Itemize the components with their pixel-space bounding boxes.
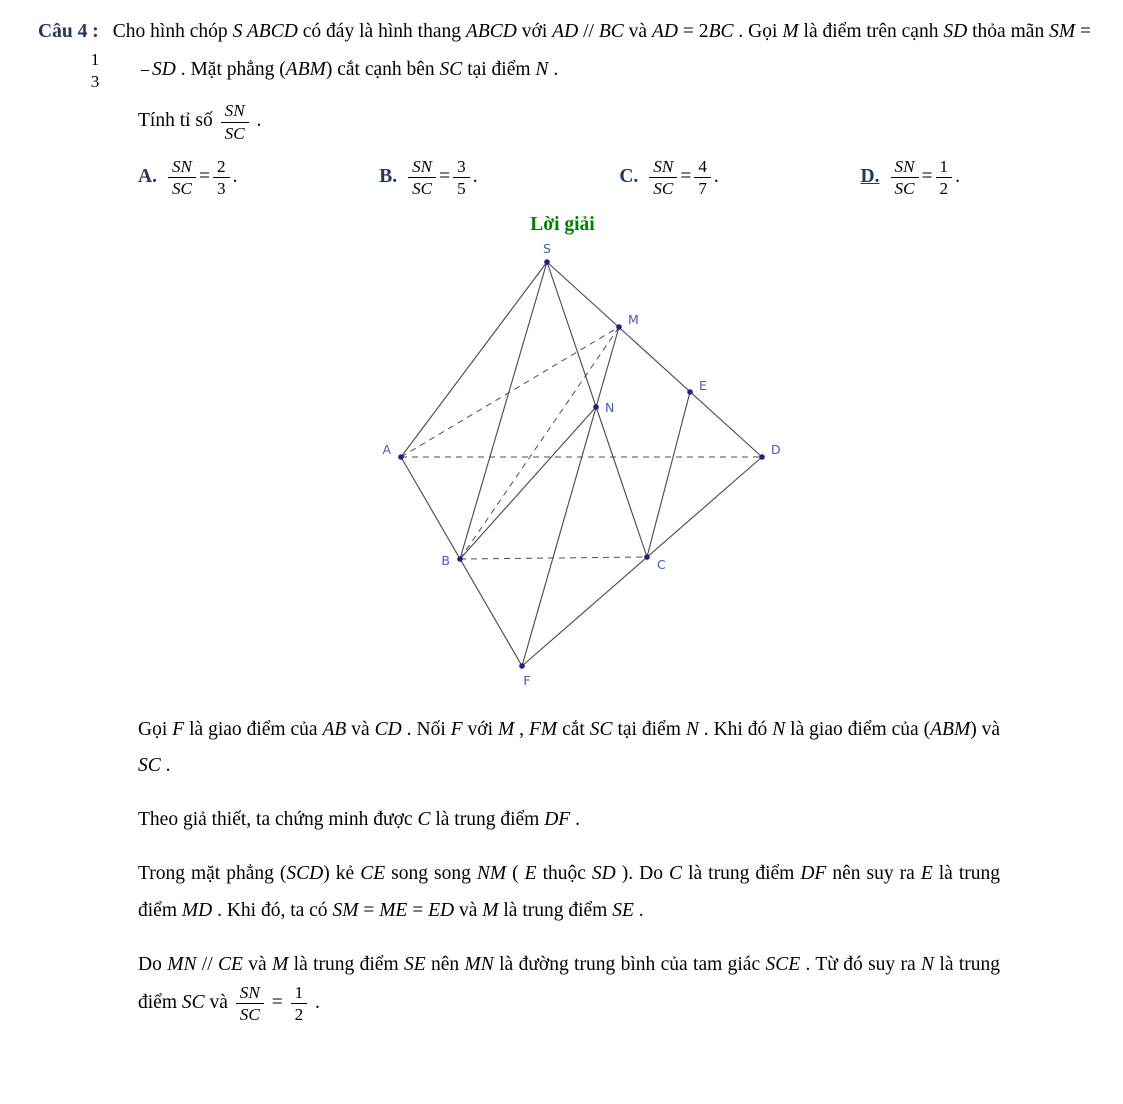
question-ratio-line: Tính tỉ số $\frac{SN}{SC}$ . <box>138 101 262 143</box>
edge-SB <box>460 262 547 559</box>
option-d-value: $\frac{1}{2}$ <box>936 157 953 198</box>
edge-SA <box>401 262 547 457</box>
solution-paragraph-1: Gọi F là giao điểm của AB và CD . Nối F với M , FM cắt SC tại điểm N . Khi đó N là giao điểm của (ABM) và SC . <box>138 719 1001 777</box>
answer-option-c: C. $\frac{SN}{SC}$ = $\frac{4}{7}$ . <box>619 156 719 199</box>
line-DCF <box>522 457 762 666</box>
option-d-ratio: $\frac{SN}{SC}$ <box>891 157 919 198</box>
point-E <box>687 389 693 395</box>
option-b-ratio: $\frac{SN}{SC}$ <box>408 157 436 198</box>
answer-option-d-correct: D. $\frac{SN}{SC}$ = $\frac{1}{2}$ . <box>860 156 960 199</box>
question-paragraph <box>38 14 1092 92</box>
segment-CE <box>647 392 690 557</box>
point-C <box>644 554 650 560</box>
label-F: F <box>522 673 531 689</box>
solution-header: Lời giải <box>530 214 595 236</box>
solution-paragraph-2: Theo giả thiết, ta chứng minh được C là trung điểm DF . <box>138 809 580 831</box>
point-S <box>544 259 550 265</box>
option-c-ratio: $\frac{SN}{SC}$ <box>649 157 677 198</box>
option-a-value: $\frac{2}{3}$ <box>213 157 230 198</box>
edge-SD <box>547 262 762 457</box>
pyramid-figure <box>20 242 1105 694</box>
point-D <box>759 454 765 460</box>
equals-sign: = <box>199 166 210 188</box>
point-N <box>593 404 599 410</box>
equals-sign: = <box>439 166 451 188</box>
option-b-value: $\frac{3}{5}$ <box>453 157 470 198</box>
label-C: C <box>656 557 666 573</box>
point-A <box>398 454 404 460</box>
label-A: A <box>381 442 391 458</box>
line-ABF <box>401 457 522 666</box>
answer-options <box>138 157 960 198</box>
option-a-label: A. <box>138 166 157 188</box>
option-b-label: B. <box>379 166 398 188</box>
label-B: B <box>440 553 450 569</box>
option-d-label: D. <box>860 166 880 188</box>
question-number: Câu 4 : <box>38 21 99 42</box>
point-F <box>519 663 525 669</box>
label-M: M <box>627 312 639 328</box>
line-FNM <box>522 327 619 666</box>
answer-option-a: A. $\frac{SN}{SC}$ = $\frac{2}{3}$ . <box>138 156 238 199</box>
option-c-label: C. <box>619 166 639 188</box>
label-N: N <box>604 400 614 416</box>
label-D: D <box>770 442 781 458</box>
point-B <box>457 556 463 562</box>
solution-paragraph-3: Trong mặt phẳng (SCD) kẻ CE song song NM ( E thuộc SD ). Do C là trung điểm DF nên suy ra E là trung điểm MD . Khi đó, ta có SM = ME = ED và M là trung điểm SE . <box>138 863 1001 921</box>
equals-sign: = <box>921 166 933 188</box>
equals-sign: = <box>680 166 692 188</box>
segment-BM <box>460 327 619 559</box>
solution-paragraph-4: Do MN // CE và M là trung điểm SE nên MN là đường trung bình của tam giác SCE . Từ đó suy ra N là trung điểm SC và $\frac{SN}{SC}$ = $\frac{1}{2}$ . <box>138 953 1001 1024</box>
option-a-ratio: $\frac{SN}{SC}$ <box>168 157 196 198</box>
segment-BN <box>460 407 596 559</box>
label-S: S <box>542 242 551 257</box>
answer-option-b: B. $\frac{SN}{SC}$ = $\frac{3}{5}$ . <box>379 156 478 199</box>
geometry-diagram <box>377 242 797 694</box>
label-E: E <box>698 378 707 394</box>
option-c-value: $\frac{4}{7}$ <box>694 157 711 198</box>
point-M <box>616 324 622 330</box>
question-text: Cho hình chóp S ABCD có đáy là hình thang ABCD với AD // BC và AD = 2BC . Gọi M là điểm trên cạnh SD thỏa mãn SM = $\frac{1}{3}$ SD . Mặt phẳng (ABM) cắt cạnh bên SC tại điểm N . <box>90 21 1092 92</box>
segment-AM <box>401 327 619 457</box>
